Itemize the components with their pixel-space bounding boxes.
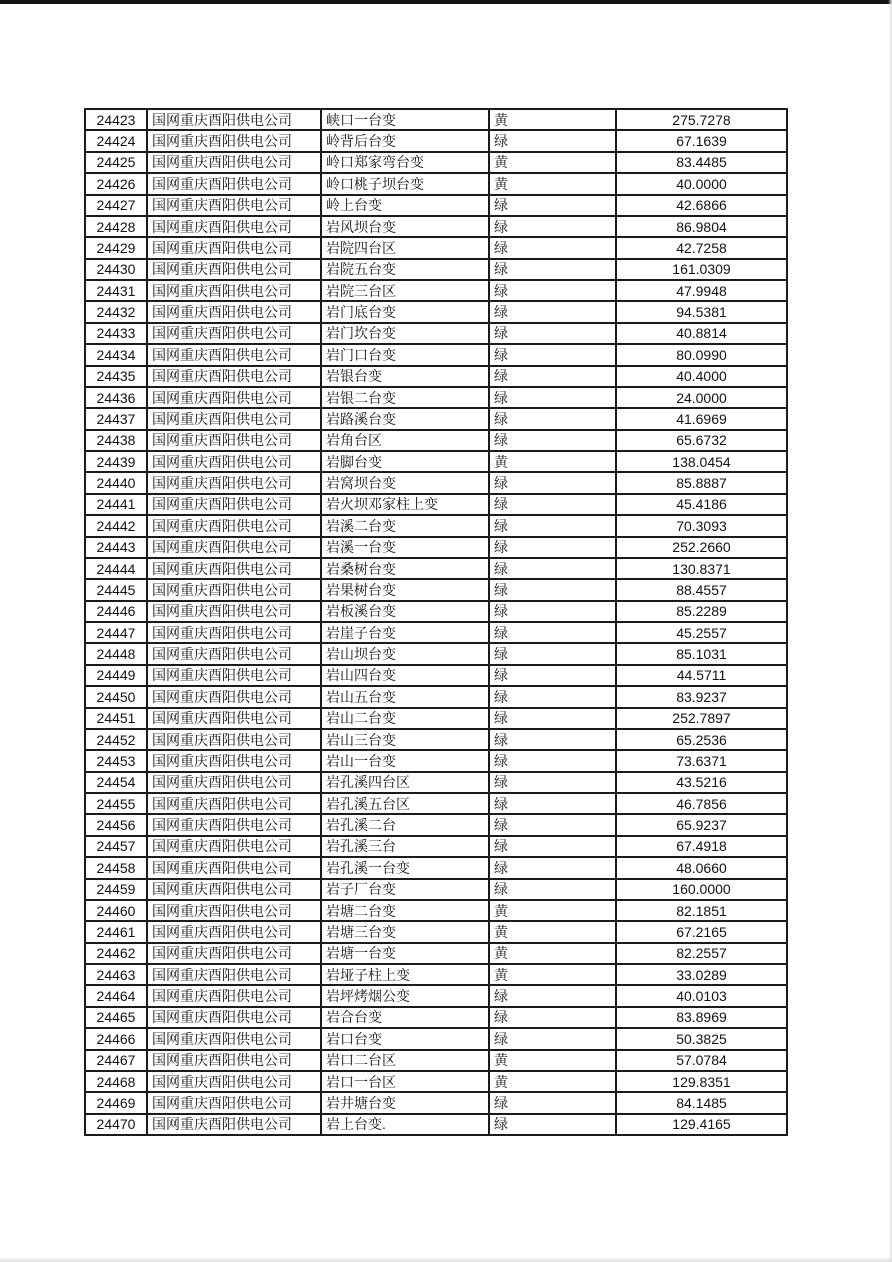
cell-row-id: 24449 [85, 665, 147, 686]
cell-value: 40.0103 [616, 985, 787, 1006]
cell-status: 绿 [489, 1007, 616, 1028]
cell-company: 国网重庆酉阳供电公司 [147, 964, 321, 985]
cell-company: 国网重庆酉阳供电公司 [147, 985, 321, 1006]
table-row [85, 558, 787, 579]
cell-station: 岩板溪台变 [321, 601, 489, 622]
cell-row-id: 24441 [85, 494, 147, 515]
cell-company: 国网重庆酉阳供电公司 [147, 729, 321, 750]
cell-status: 绿 [489, 622, 616, 643]
table-row [85, 1007, 787, 1028]
cell-status: 绿 [489, 408, 616, 429]
cell-status: 绿 [489, 387, 616, 408]
cell-value: 130.8371 [616, 558, 787, 579]
cell-station: 岩子厂台变 [321, 879, 489, 900]
cell-row-id: 24442 [85, 515, 147, 536]
cell-company: 国网重庆酉阳供电公司 [147, 879, 321, 900]
cell-company: 国网重庆酉阳供电公司 [147, 515, 321, 536]
cell-status: 绿 [489, 259, 616, 280]
cell-status: 绿 [489, 430, 616, 451]
cell-row-id: 24425 [85, 152, 147, 173]
table-row [85, 515, 787, 536]
table-row [85, 430, 787, 451]
cell-row-id: 24423 [85, 109, 147, 130]
table-row [85, 280, 787, 301]
cell-value: 65.2536 [616, 729, 787, 750]
table-row [85, 836, 787, 857]
cell-status: 绿 [489, 237, 616, 258]
table-row [85, 451, 787, 472]
cell-company: 国网重庆酉阳供电公司 [147, 472, 321, 493]
cell-status: 黄 [489, 921, 616, 942]
cell-company: 国网重庆酉阳供电公司 [147, 387, 321, 408]
table-row [85, 622, 787, 643]
table-row [85, 109, 787, 130]
cell-value: 129.4165 [616, 1114, 787, 1135]
cell-status: 绿 [489, 130, 616, 151]
table-row [85, 643, 787, 664]
cell-value: 80.0990 [616, 344, 787, 365]
cell-row-id: 24448 [85, 643, 147, 664]
cell-station: 岩溪二台变 [321, 515, 489, 536]
cell-company: 国网重庆酉阳供电公司 [147, 195, 321, 216]
table-row [85, 793, 787, 814]
cell-company: 国网重庆酉阳供电公司 [147, 857, 321, 878]
cell-row-id: 24445 [85, 579, 147, 600]
cell-value: 65.6732 [616, 430, 787, 451]
cell-row-id: 24438 [85, 430, 147, 451]
table-row [85, 301, 787, 322]
table-row [85, 686, 787, 707]
cell-status: 绿 [489, 836, 616, 857]
cell-row-id: 24435 [85, 366, 147, 387]
cell-status: 绿 [489, 472, 616, 493]
cell-station: 岩门坎台变 [321, 323, 489, 344]
cell-status: 绿 [489, 686, 616, 707]
cell-station: 岩院三台区 [321, 280, 489, 301]
cell-value: 83.4485 [616, 152, 787, 173]
table-body [85, 109, 787, 1135]
cell-company: 国网重庆酉阳供电公司 [147, 173, 321, 194]
cell-value: 85.1031 [616, 643, 787, 664]
cell-company: 国网重庆酉阳供电公司 [147, 793, 321, 814]
cell-status: 黄 [489, 964, 616, 985]
cell-company: 国网重庆酉阳供电公司 [147, 537, 321, 558]
cell-status: 绿 [489, 494, 616, 515]
table-row [85, 216, 787, 237]
table-row [85, 237, 787, 258]
data-table [84, 108, 788, 1136]
cell-station: 岩山五台变 [321, 686, 489, 707]
cell-status: 绿 [489, 344, 616, 365]
cell-station: 岩塘一台变 [321, 943, 489, 964]
cell-status: 绿 [489, 729, 616, 750]
cell-value: 67.2165 [616, 921, 787, 942]
cell-company: 国网重庆酉阳供电公司 [147, 301, 321, 322]
cell-status: 绿 [489, 323, 616, 344]
cell-status: 绿 [489, 601, 616, 622]
cell-station: 岩井塘台变 [321, 1092, 489, 1113]
table-row [85, 259, 787, 280]
cell-row-id: 24443 [85, 537, 147, 558]
cell-station: 岩山坝台变 [321, 643, 489, 664]
cell-station: 岭口郑家弯台变 [321, 152, 489, 173]
cell-status: 绿 [489, 793, 616, 814]
table-row [85, 323, 787, 344]
cell-status: 黄 [489, 943, 616, 964]
cell-status: 绿 [489, 537, 616, 558]
cell-status: 黄 [489, 109, 616, 130]
cell-value: 48.0660 [616, 857, 787, 878]
cell-value: 24.0000 [616, 387, 787, 408]
cell-row-id: 24427 [85, 195, 147, 216]
cell-value: 43.5216 [616, 772, 787, 793]
cell-station: 岩脚台变 [321, 451, 489, 472]
cell-company: 国网重庆酉阳供电公司 [147, 836, 321, 857]
table-row [85, 195, 787, 216]
cell-station: 岭背后台变 [321, 130, 489, 151]
table-row [85, 387, 787, 408]
cell-company: 国网重庆酉阳供电公司 [147, 109, 321, 130]
cell-company: 国网重庆酉阳供电公司 [147, 408, 321, 429]
cell-status: 绿 [489, 879, 616, 900]
cell-company: 国网重庆酉阳供电公司 [147, 1114, 321, 1135]
cell-value: 94.5381 [616, 301, 787, 322]
cell-row-id: 24444 [85, 558, 147, 579]
cell-station: 岩孔溪五台区 [321, 793, 489, 814]
cell-row-id: 24461 [85, 921, 147, 942]
cell-value: 40.4000 [616, 366, 787, 387]
table-row [85, 494, 787, 515]
page-top-edge [0, 0, 892, 4]
cell-station: 岩口二台区 [321, 1050, 489, 1071]
cell-station: 岩孔溪四台区 [321, 772, 489, 793]
table-row [85, 1071, 787, 1092]
cell-station: 岩门口台变 [321, 344, 489, 365]
cell-row-id: 24447 [85, 622, 147, 643]
cell-row-id: 24430 [85, 259, 147, 280]
cell-status: 绿 [489, 814, 616, 835]
page-bottom-edge [0, 1257, 892, 1262]
table-row [85, 729, 787, 750]
table-row [85, 537, 787, 558]
cell-station: 岩合台变 [321, 1007, 489, 1028]
cell-row-id: 24462 [85, 943, 147, 964]
cell-value: 275.7278 [616, 109, 787, 130]
cell-row-id: 24464 [85, 985, 147, 1006]
table-row [85, 472, 787, 493]
table-row [85, 601, 787, 622]
cell-value: 67.4918 [616, 836, 787, 857]
cell-company: 国网重庆酉阳供电公司 [147, 708, 321, 729]
table-row [85, 665, 787, 686]
cell-row-id: 24454 [85, 772, 147, 793]
table-row [85, 408, 787, 429]
cell-row-id: 24467 [85, 1050, 147, 1071]
cell-value: 42.7258 [616, 237, 787, 258]
cell-row-id: 24429 [85, 237, 147, 258]
cell-value: 86.9804 [616, 216, 787, 237]
cell-row-id: 24458 [85, 857, 147, 878]
cell-value: 57.0784 [616, 1050, 787, 1071]
cell-value: 84.1485 [616, 1092, 787, 1113]
cell-value: 45.4186 [616, 494, 787, 515]
cell-station: 岩银台变 [321, 366, 489, 387]
cell-status: 黄 [489, 451, 616, 472]
cell-row-id: 24450 [85, 686, 147, 707]
cell-company: 国网重庆酉阳供电公司 [147, 259, 321, 280]
cell-company: 国网重庆酉阳供电公司 [147, 451, 321, 472]
cell-station: 岩上台变. [321, 1114, 489, 1135]
cell-company: 国网重庆酉阳供电公司 [147, 494, 321, 515]
cell-company: 国网重庆酉阳供电公司 [147, 772, 321, 793]
cell-value: 160.0000 [616, 879, 787, 900]
table-row [85, 344, 787, 365]
cell-company: 国网重庆酉阳供电公司 [147, 216, 321, 237]
cell-status: 黄 [489, 1071, 616, 1092]
cell-value: 88.4557 [616, 579, 787, 600]
cell-station: 岩果树台变 [321, 579, 489, 600]
cell-status: 绿 [489, 579, 616, 600]
cell-value: 82.1851 [616, 900, 787, 921]
cell-company: 国网重庆酉阳供电公司 [147, 1092, 321, 1113]
table-row [85, 579, 787, 600]
cell-value: 40.0000 [616, 173, 787, 194]
cell-status: 绿 [489, 195, 616, 216]
cell-company: 国网重庆酉阳供电公司 [147, 643, 321, 664]
cell-station: 岩门底台变 [321, 301, 489, 322]
table-row [85, 921, 787, 942]
cell-company: 国网重庆酉阳供电公司 [147, 130, 321, 151]
cell-value: 85.8887 [616, 472, 787, 493]
cell-station: 岩塘二台变 [321, 900, 489, 921]
cell-row-id: 24457 [85, 836, 147, 857]
table-row [85, 964, 787, 985]
cell-station: 岩山一台变 [321, 750, 489, 771]
cell-status: 黄 [489, 152, 616, 173]
cell-status: 黄 [489, 900, 616, 921]
table-row [85, 708, 787, 729]
cell-station: 岩山四台变 [321, 665, 489, 686]
cell-company: 国网重庆酉阳供电公司 [147, 366, 321, 387]
cell-value: 45.2557 [616, 622, 787, 643]
cell-row-id: 24439 [85, 451, 147, 472]
cell-station: 岩孔溪一台变 [321, 857, 489, 878]
cell-row-id: 24432 [85, 301, 147, 322]
cell-value: 33.0289 [616, 964, 787, 985]
cell-station: 岩火坝邓家柱上变 [321, 494, 489, 515]
cell-company: 国网重庆酉阳供电公司 [147, 323, 321, 344]
table-row [85, 130, 787, 151]
cell-company: 国网重庆酉阳供电公司 [147, 152, 321, 173]
table-row [85, 750, 787, 771]
cell-row-id: 24452 [85, 729, 147, 750]
cell-station: 岩角台区 [321, 430, 489, 451]
cell-company: 国网重庆酉阳供电公司 [147, 601, 321, 622]
cell-row-id: 24424 [85, 130, 147, 151]
cell-station: 岩溪一台变 [321, 537, 489, 558]
cell-value: 138.0454 [616, 451, 787, 472]
cell-station: 岩山三台变 [321, 729, 489, 750]
cell-station: 岩坪烤烟公变 [321, 985, 489, 1006]
table-row [85, 814, 787, 835]
cell-row-id: 24437 [85, 408, 147, 429]
cell-company: 国网重庆酉阳供电公司 [147, 344, 321, 365]
cell-company: 国网重庆酉阳供电公司 [147, 1071, 321, 1092]
cell-status: 绿 [489, 301, 616, 322]
cell-row-id: 24469 [85, 1092, 147, 1113]
cell-status: 绿 [489, 857, 616, 878]
cell-row-id: 24428 [85, 216, 147, 237]
cell-station: 岩垭子柱上变 [321, 964, 489, 985]
cell-company: 国网重庆酉阳供电公司 [147, 430, 321, 451]
cell-station: 岩风坝台变 [321, 216, 489, 237]
cell-status: 绿 [489, 280, 616, 301]
table-row [85, 900, 787, 921]
cell-row-id: 24440 [85, 472, 147, 493]
cell-value: 83.9237 [616, 686, 787, 707]
cell-status: 绿 [489, 643, 616, 664]
cell-status: 绿 [489, 558, 616, 579]
cell-row-id: 24431 [85, 280, 147, 301]
cell-station: 岭上台变 [321, 195, 489, 216]
cell-station: 岩窝坝台变 [321, 472, 489, 493]
cell-value: 83.8969 [616, 1007, 787, 1028]
table-row [85, 173, 787, 194]
cell-value: 70.3093 [616, 515, 787, 536]
cell-row-id: 24470 [85, 1114, 147, 1135]
cell-station: 岭口桃子坝台变 [321, 173, 489, 194]
cell-value: 67.1639 [616, 130, 787, 151]
cell-value: 40.8814 [616, 323, 787, 344]
cell-status: 黄 [489, 173, 616, 194]
table-row [85, 943, 787, 964]
cell-row-id: 24434 [85, 344, 147, 365]
table-row [85, 1028, 787, 1049]
cell-value: 161.0309 [616, 259, 787, 280]
cell-status: 绿 [489, 366, 616, 387]
cell-company: 国网重庆酉阳供电公司 [147, 280, 321, 301]
cell-station: 岩山二台变 [321, 708, 489, 729]
cell-value: 46.7856 [616, 793, 787, 814]
table-row [85, 1114, 787, 1135]
table-row [85, 985, 787, 1006]
cell-station: 峡口一台变 [321, 109, 489, 130]
cell-row-id: 24456 [85, 814, 147, 835]
cell-row-id: 24459 [85, 879, 147, 900]
cell-value: 82.2557 [616, 943, 787, 964]
table-row [85, 857, 787, 878]
cell-station: 岩口一台区 [321, 1071, 489, 1092]
cell-value: 252.7897 [616, 708, 787, 729]
cell-value: 50.3825 [616, 1028, 787, 1049]
cell-station: 岩院四台区 [321, 237, 489, 258]
table-row [85, 879, 787, 900]
cell-status: 绿 [489, 1114, 616, 1135]
cell-company: 国网重庆酉阳供电公司 [147, 1028, 321, 1049]
cell-row-id: 24436 [85, 387, 147, 408]
table-row [85, 152, 787, 173]
cell-company: 国网重庆酉阳供电公司 [147, 686, 321, 707]
cell-status: 绿 [489, 665, 616, 686]
cell-station: 岩银二台变 [321, 387, 489, 408]
cell-row-id: 24468 [85, 1071, 147, 1092]
table-row [85, 366, 787, 387]
cell-value: 44.5711 [616, 665, 787, 686]
cell-company: 国网重庆酉阳供电公司 [147, 814, 321, 835]
cell-company: 国网重庆酉阳供电公司 [147, 921, 321, 942]
cell-value: 73.6371 [616, 750, 787, 771]
cell-company: 国网重庆酉阳供电公司 [147, 750, 321, 771]
cell-value: 85.2289 [616, 601, 787, 622]
cell-value: 42.6866 [616, 195, 787, 216]
cell-station: 岩孔溪三台 [321, 836, 489, 857]
cell-status: 黄 [489, 1050, 616, 1071]
cell-company: 国网重庆酉阳供电公司 [147, 237, 321, 258]
cell-company: 国网重庆酉阳供电公司 [147, 579, 321, 600]
page-right-edge [888, 0, 892, 1262]
cell-station: 岩路溪台变 [321, 408, 489, 429]
cell-value: 41.6969 [616, 408, 787, 429]
cell-value: 129.8351 [616, 1071, 787, 1092]
table-row [85, 1050, 787, 1071]
cell-value: 65.9237 [616, 814, 787, 835]
cell-station: 岩孔溪二台 [321, 814, 489, 835]
table-row [85, 772, 787, 793]
cell-company: 国网重庆酉阳供电公司 [147, 665, 321, 686]
cell-row-id: 24446 [85, 601, 147, 622]
cell-station: 岩崖子台变 [321, 622, 489, 643]
cell-row-id: 24460 [85, 900, 147, 921]
cell-row-id: 24433 [85, 323, 147, 344]
cell-row-id: 24465 [85, 1007, 147, 1028]
table-row [85, 1092, 787, 1113]
cell-row-id: 24453 [85, 750, 147, 771]
cell-row-id: 24463 [85, 964, 147, 985]
cell-status: 绿 [489, 708, 616, 729]
cell-company: 国网重庆酉阳供电公司 [147, 622, 321, 643]
cell-value: 47.9948 [616, 280, 787, 301]
cell-station: 岩院五台变 [321, 259, 489, 280]
cell-company: 国网重庆酉阳供电公司 [147, 1007, 321, 1028]
cell-company: 国网重庆酉阳供电公司 [147, 900, 321, 921]
cell-station: 岩桑树台变 [321, 558, 489, 579]
cell-row-id: 24455 [85, 793, 147, 814]
cell-value: 252.2660 [616, 537, 787, 558]
cell-status: 绿 [489, 750, 616, 771]
cell-company: 国网重庆酉阳供电公司 [147, 943, 321, 964]
cell-company: 国网重庆酉阳供电公司 [147, 558, 321, 579]
cell-row-id: 24451 [85, 708, 147, 729]
cell-status: 绿 [489, 985, 616, 1006]
cell-status: 绿 [489, 772, 616, 793]
cell-status: 绿 [489, 515, 616, 536]
cell-station: 岩口台变 [321, 1028, 489, 1049]
cell-status: 绿 [489, 1028, 616, 1049]
cell-company: 国网重庆酉阳供电公司 [147, 1050, 321, 1071]
cell-status: 绿 [489, 216, 616, 237]
cell-status: 绿 [489, 1092, 616, 1113]
cell-row-id: 24466 [85, 1028, 147, 1049]
cell-station: 岩塘三台变 [321, 921, 489, 942]
cell-row-id: 24426 [85, 173, 147, 194]
